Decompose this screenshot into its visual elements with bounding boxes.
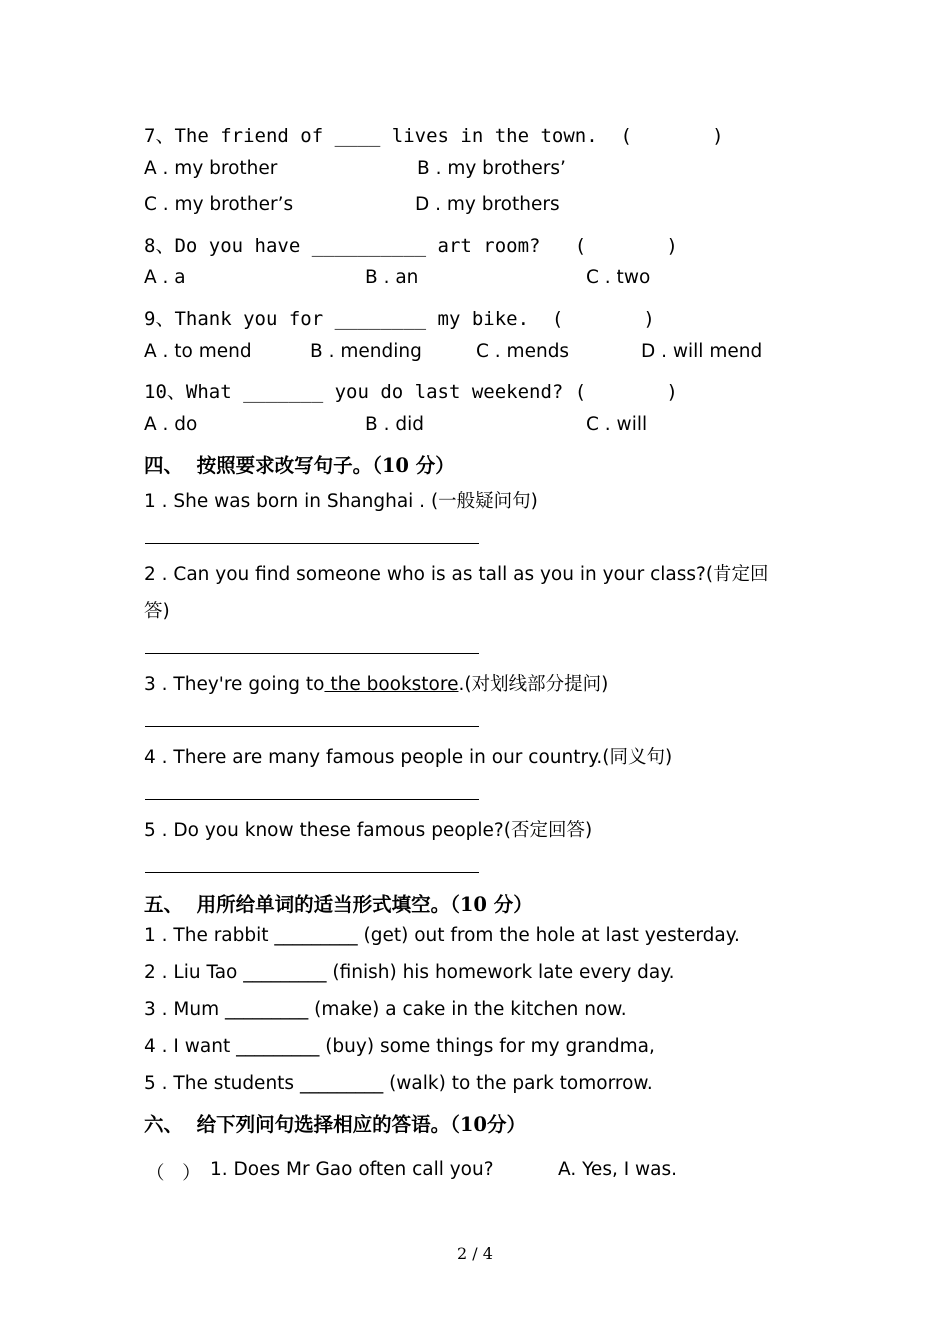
option-9a: A . to mend bbox=[144, 341, 252, 362]
fill-item-1: 1 . The rabbit _________ (get) out from the hole at last yesterday. bbox=[144, 925, 740, 946]
rewrite-q3-suffix: .(对划线部分提问) bbox=[458, 674, 609, 695]
fill-item-2: 2 . Liu Tao _________ (finish) his homework late every day. bbox=[144, 962, 675, 983]
option-7c: C . my brother’s bbox=[144, 194, 294, 215]
question-7: 7、The friend of ____ lives in the town. ( ) bbox=[144, 125, 724, 147]
fill-item-3: 3 . Mum _________ (make) a cake in the kitchen now. bbox=[144, 999, 627, 1020]
match-answer-a: A. Yes, I was. bbox=[558, 1159, 678, 1180]
rewrite-q5: 5 . Do you know these famous people?(否定回答) bbox=[144, 820, 593, 841]
rewrite-q4: 4 . There are many famous people in our country.(同义句) bbox=[144, 747, 673, 768]
match-question-1: 1. Does Mr Gao often call you? bbox=[210, 1159, 494, 1180]
option-10a: A . do bbox=[144, 414, 198, 435]
answer-line[interactable] bbox=[145, 543, 479, 544]
fill-item-4: 4 . I want _________ (buy) some things for my grandma, bbox=[144, 1036, 655, 1057]
option-8c: C . two bbox=[586, 267, 651, 288]
rewrite-q3-underlined: the bookstore bbox=[324, 674, 459, 695]
rewrite-q2-continued: 答) bbox=[144, 601, 170, 622]
option-9d: D . will mend bbox=[641, 341, 763, 362]
option-8b: B . an bbox=[365, 267, 419, 288]
answer-line[interactable] bbox=[145, 799, 479, 800]
answer-line[interactable] bbox=[145, 653, 479, 654]
fill-item-5: 5 . The students _________ (walk) to the park tomorrow. bbox=[144, 1073, 653, 1094]
section-5-heading: 五、 用所给单词的适当形式填空。（10 分） bbox=[144, 893, 533, 916]
section-4-heading: 四、 按照要求改写句子。（10 分） bbox=[144, 454, 455, 477]
option-10b: B . did bbox=[365, 414, 424, 435]
section-6-heading: 六、 给下列问句选择相应的答语。（10分） bbox=[144, 1113, 526, 1136]
rewrite-q1: 1 . She was born in Shanghai . (一般疑问句) bbox=[144, 491, 538, 512]
rewrite-q3-prefix: 3 . They're going to bbox=[144, 674, 325, 695]
option-9b: B . mending bbox=[310, 341, 422, 362]
answer-line[interactable] bbox=[145, 872, 479, 873]
option-9c: C . mends bbox=[476, 341, 570, 362]
answer-line[interactable] bbox=[145, 726, 479, 727]
question-9: 9、Thank you for ________ my bike. ( ) bbox=[144, 308, 655, 330]
option-7b: B . my brothers’ bbox=[417, 158, 566, 179]
rewrite-q2: 2 . Can you find someone who is as tall as you in your class?(肯定回 bbox=[144, 564, 769, 585]
rewrite-q3 bbox=[144, 670, 608, 696]
question-8: 8、Do you have __________ art room? ( ) bbox=[144, 235, 678, 257]
option-10c: C . will bbox=[586, 414, 648, 435]
option-7d: D . my brothers bbox=[415, 194, 560, 215]
option-8a: A . a bbox=[144, 267, 186, 288]
page-number: 2 / 4 bbox=[457, 1244, 493, 1263]
answer-bracket[interactable]: （ ） bbox=[146, 1163, 201, 1184]
option-7a: A . my brother bbox=[144, 158, 278, 179]
question-10: 10、What _______ you do last weekend? ( ) bbox=[144, 381, 678, 403]
